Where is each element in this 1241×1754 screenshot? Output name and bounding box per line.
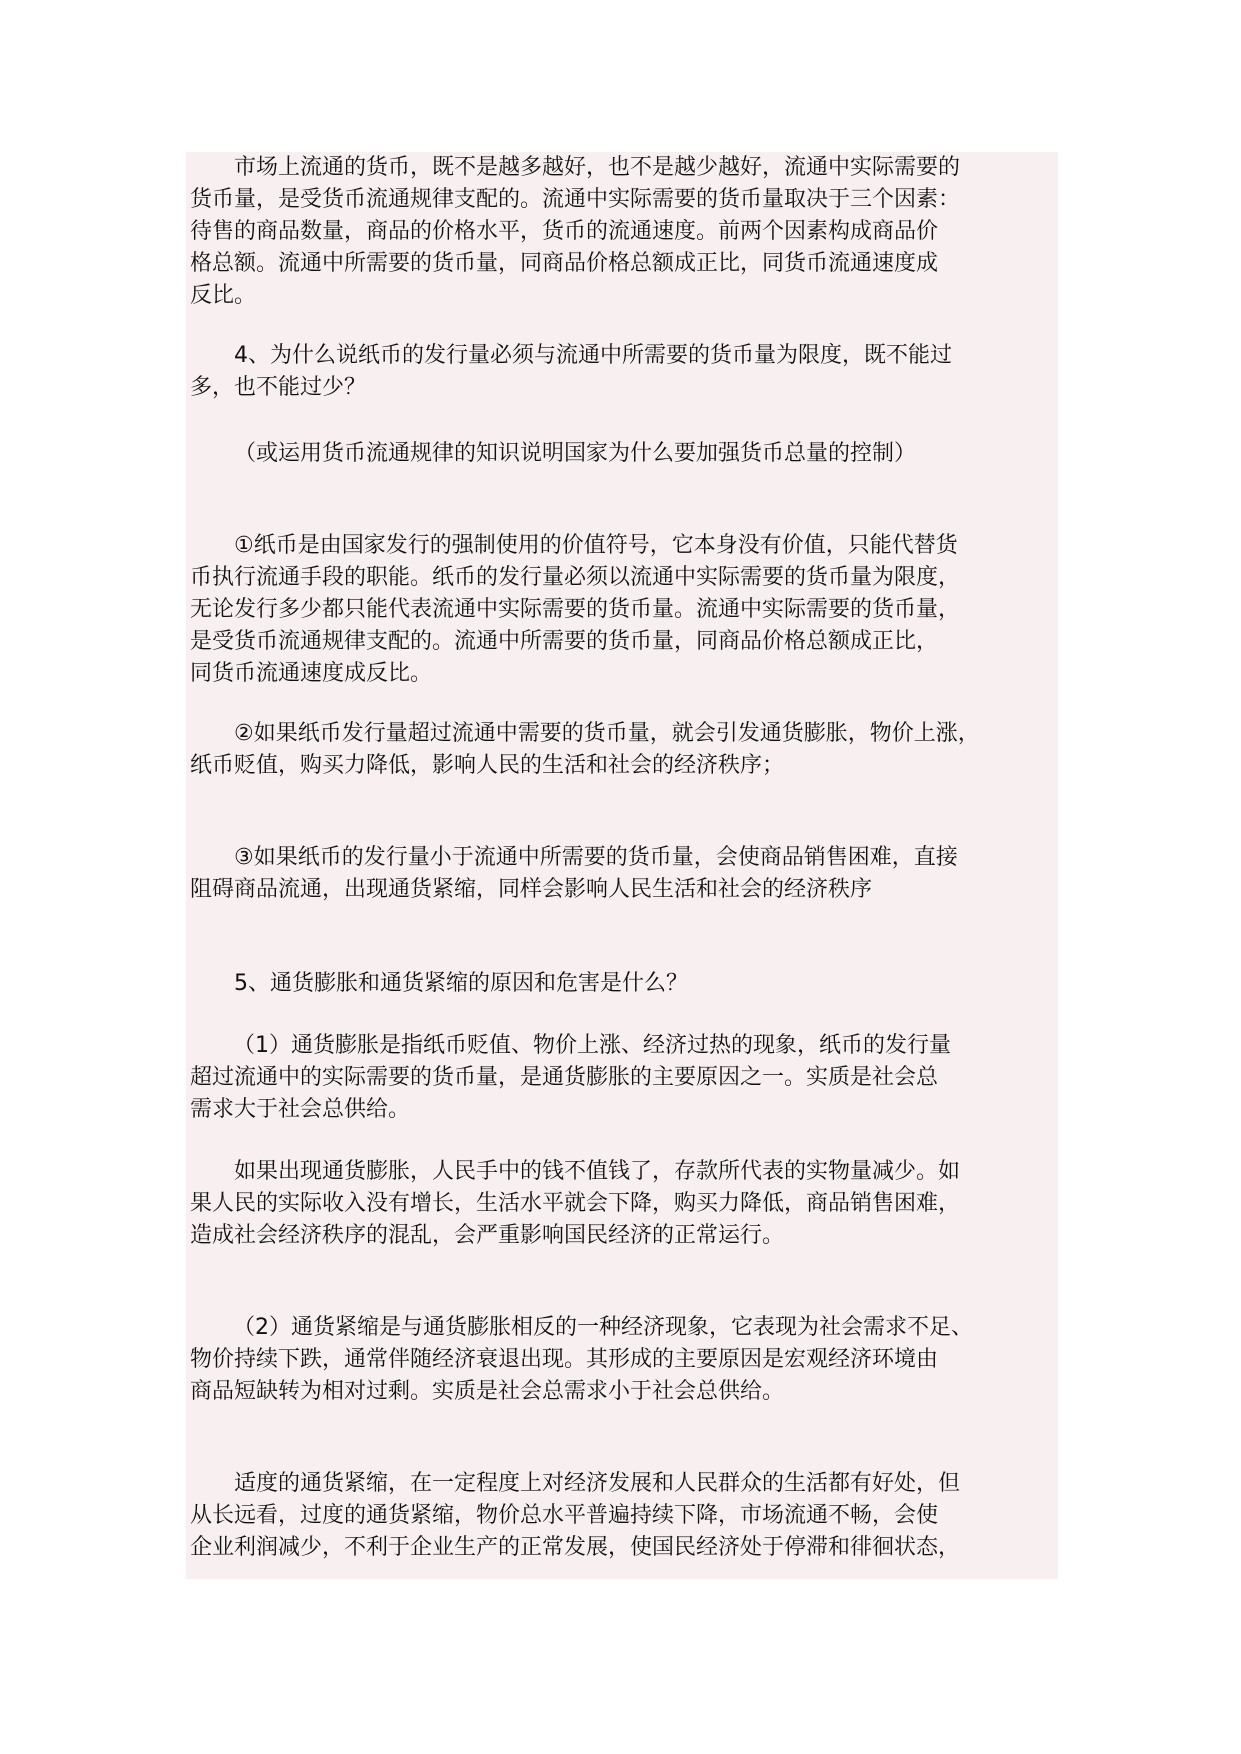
text-line: 无论发行多少都只能代表流通中实际需要的货币量。流通中实际需要的货币量，	[190, 597, 961, 622]
text-line: 5、通货膨胀和通货紧缩的原因和危害是什么？	[190, 971, 688, 996]
answer-point-3	[190, 842, 1056, 906]
text-line: 币执行流通手段的职能。纸币的发行量必须以流通中实际需要的货币量为限度，	[190, 565, 961, 590]
text-line: 从长远看，过度的通货紧缩，物价总水平普遍持续下降，市场流通不畅，会使	[190, 1503, 939, 1528]
question-4-note	[190, 438, 1056, 470]
text-line: 是受货币流通规律支配的。流通中所需要的货币量，同商品价格总额成正比，	[190, 629, 939, 654]
answer-point-1	[190, 530, 1056, 690]
text-line: 需求大于社会总供给。	[190, 1097, 411, 1122]
text-line: ③如果纸币的发行量小于流通中所需要的货币量，会使商品销售困难，直接	[190, 845, 958, 870]
question-4	[190, 340, 1056, 404]
text-line: 市场上流通的货币，既不是越多越好，也不是越少越好，流通中实际需要的	[190, 155, 961, 180]
text-line: 物价持续下跌，通常伴随经济衰退出现。其形成的主要原因是宏观经济环境由	[190, 1347, 939, 1372]
text-line: 反比。	[190, 283, 257, 308]
text-line: 多，也不能过少？	[190, 375, 367, 400]
deflation-definition	[190, 1312, 1056, 1408]
text-line: 造成社会经济秩序的混乱，会严重影响国民经济的正常运行。	[190, 1223, 785, 1248]
text-line: （2）通货紧缩是与通货膨胀相反的一种经济现象，它表现为社会需求不足、	[200, 1315, 973, 1340]
text-line: 格总额。流通中所需要的货币量，同商品价格总额成正比，同货币流通速度成	[190, 251, 939, 276]
text-line: （1）通货膨胀是指纸币贬值、物价上涨、经济过热的现象，纸币的发行量	[200, 1033, 951, 1058]
answer-point-2	[190, 718, 1056, 782]
text-line: 如果出现通货膨胀，人民手中的钱不值钱了，存款所代表的实物量减少。如	[190, 1159, 961, 1184]
text-line: 纸币贬值，购买力降低，影响人民的生活和社会的经济秩序；	[190, 753, 785, 778]
text-line: ①纸币是由国家发行的强制使用的价值符号，它本身没有价值，只能代替货	[190, 533, 958, 558]
inflation-definition	[190, 1030, 1056, 1126]
text-line: 货币量，是受货币流通规律支配的。流通中实际需要的货币量取决于三个因素：	[190, 187, 961, 212]
inflation-effects	[190, 1156, 1056, 1252]
text-line: 待售的商品数量，商品的价格水平，货币的流通速度。前两个因素构成商品价	[190, 219, 939, 244]
text-line: 商品短缺转为相对过剩。实质是社会总需求小于社会总供给。	[190, 1379, 785, 1404]
text-line: 企业利润减少，不利于企业生产的正常发展，使国民经济处于停滞和徘徊状态，	[190, 1535, 961, 1560]
deflation-effects	[190, 1468, 1056, 1564]
text-line: ②如果纸币发行量超过流通中需要的货币量，就会引发通货膨胀，物价上涨，	[190, 721, 980, 746]
text-line: 适度的通货紧缩，在一定程度上对经济发展和人民群众的生活都有好处，但	[190, 1471, 961, 1496]
text-line: 超过流通中的实际需要的货币量，是通货膨胀的主要原因之一。实质是社会总	[190, 1065, 939, 1090]
paragraph-money-circulation	[190, 152, 1056, 312]
text-line: 阻碍商品流通，出现通货紧缩，同样会影响人民生活和社会的经济秩序	[190, 877, 873, 902]
text-line: （或运用货币流通规律的知识说明国家为什么要加强货币总量的控制）	[234, 441, 917, 466]
question-5	[190, 968, 1056, 1000]
text-line: 4、为什么说纸币的发行量必须与流通中所需要的货币量为限度，既不能过	[190, 343, 952, 368]
text-line: 果人民的实际收入没有增长，生活水平就会下降，购买力降低，商品销售困难，	[190, 1191, 961, 1216]
text-line: 同货币流通速度成反比。	[190, 661, 433, 686]
